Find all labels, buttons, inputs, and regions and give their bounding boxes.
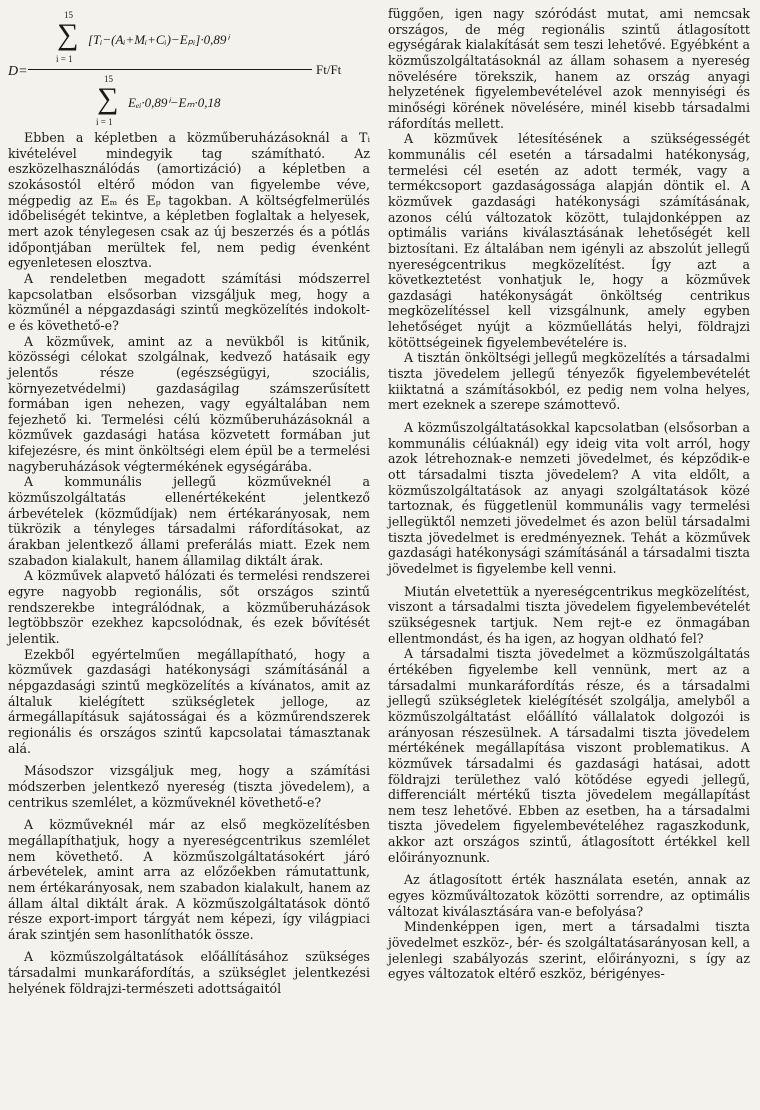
formula-num-lower: i = 1	[56, 54, 73, 64]
paragraph: Az átlagosított érték használata esetén, annak az egyes közműváltozatok közötti sorrendre, az optimális változat kiválasztására van-e befolyása?	[388, 872, 750, 919]
formula-numerator: [Tᵢ−(Aᵢ+Mᵢ+Cᵢ)−Eₚᵢ]·0,89ⁱ	[88, 32, 229, 47]
paragraph: A tisztán önköltségi jellegű megközelítés a társadalmi tiszta jövedelem jellegű tényezők figyelembevételét kiiktatná a számításokból, ez pedig nem volna helyes, mert ezeknek a szerepe számottevő.	[388, 350, 750, 413]
paragraph: Ezekből egyértelműen megállapítható, hogy a közművek gazdasági hatékonysági számításánál a népgazdasági szintű megközelítés a kívánatos, amit az általuk kielégített szükségletek jelloge, az ármegállapításuk sajátosságai és a közműrendszerek regionális és országos szintű kapcsolatai támasztanak alá.	[8, 646, 370, 756]
paragraph: Másodszor vizsgáljuk meg, hogy a számítási módszerben jelentkező nyereség (tiszta jövedelem), a centrikus szemlélet, a közműveknél követhető-e?	[8, 763, 370, 810]
formula-num-sigma: ∑	[57, 18, 79, 51]
formula	[8, 6, 370, 126]
paragraph: függően, igen nagy szóródást mutat, ami nemcsak országos, de még regionális szintű átlagosított egységárak kialakítását sem teszi lehetővé. Egyébként a közműszolgáltatásoknál az állam sohasem a nyereség növelésére törekszik, hanem az ország anyagi helyzetének figyelembevételével azok mennyiségi és minőségi körének növelésére, minél kisebb társadalmi ráfordítás mellett.	[388, 6, 750, 131]
formula-lhs: D=	[8, 64, 28, 79]
formula-num-upper: 15	[64, 10, 73, 20]
formula-den-upper: 15	[104, 74, 113, 84]
right-column-body	[388, 6, 750, 982]
left-column	[8, 6, 370, 1110]
paragraph: A társadalmi tiszta jövedelmet a közműszolgáltatás értékében figyelembe kell vennünk, mert az a társadalmi munkaráfordítás része, és a társadalmi jellegű szükségletek kielégítését szolgálja, amelyből a közműszolgáltatást előállító vállalatok dolgozói is arányosan részesülnek. A társadalmi tiszta jövedelem mértékének megállapítása viszont problematikus. A közművek társadalmi és gazdasági hatásai, adott földrajzi területhez való kötődése egyedi jellegű, differenciált mértékű tiszta jövedelem megállapítást nem tesz lehetővé. Ebben az esetben, ha a társadalmi tiszta jövedelem figyelembevételéhez ragaszkodunk, akkor azt országos szintű, átlagosított értékkel kell előirányoznunk.	[388, 646, 750, 865]
paragraph: Ebben a képletben a közműberuházásoknál a Tᵢ kivételével mindegyik tag számítható. Az eszközelhasználódás (amortizáció) a képletben a szokásostól eltérő módon van figyelembe véve, mégpedig az Eₘ és Eₚ tagokban. A költségfelmerülés időbeliségét tekintve, a képletben foglaltak a helyesek, mert azok ténylegesen csak az új beszerzés és a pótlás időpontjában merültek fel, nem pedig évenként egyenletesen elosztva.	[8, 130, 370, 271]
paragraph: A kommunális jellegű közműveknél a közműszolgáltatás ellenértékeként jelentkező árbevételek (közműdíjak) nem értékarányosak, nem tükrözik a tényleges társadalmi ráfordításokat, az árakban jelentkező állami preferálás miatt. Ezek nem szabadon kialakult, hanem államilag diktált árak.	[8, 474, 370, 568]
formula-fraction-bar	[28, 69, 312, 70]
formula-denominator: Eₑᵢ·0,89ⁱ−Eₘ·0,18	[128, 95, 221, 110]
paragraph: Miután elvetettük a nyereségcentrikus megközelítést, viszont a társadalmi tiszta jövedelem figyelembevételét szükségesnek tartjuk. Nem rejt-e ez önmagában ellentmondást, és ha igen, az hogyan oldható fel?	[388, 583, 750, 646]
paragraph: A közművek létesítésének a szükségességét kommunális cél esetén a társadalmi hatékonyság, termelési cél esetén az adott termék, vagy a termékcsoport gazdaságossága alapján döntik el. A közművek gazdasági hatékonysági számításának, azonos célú változatok között, tulajdonképpen az optimális variáns kiválasztásának lehetőségét kell biztosítani. Ez általában nem igényli az abszolút jellegű nyereségcentrikus megközelítést. Így azt a következtetést vonhatjuk le, hogy a közművek gazdasági hatékonyságát önköltség centrikus megközelítéssel kell vizsgálnunk, amely egyben lehetőséget nyújt a közműellátás helyi, földrajzi kötöttségeinek figyelembevételére is.	[388, 131, 750, 350]
paragraph: A közműszolgáltatások előállításához szükséges társadalmi munkaráfordítás, a szükséglet jelentkezési helyének földrajzi-természeti adottságaitól	[8, 949, 370, 996]
left-column-body	[8, 130, 370, 996]
right-column	[388, 6, 750, 1110]
paragraph: A közműveknél már az első megközelítésben megállapíthatjuk, hogy a nyereségcentrikus szemlélet nem követhető. A közműszolgáltatásokért járó árbevételek, amint arra az előzőekben rámutattunk, nem értékarányosak, nem szabadon kialakult, hanem az állam által diktált árak. A közműszolgáltatások döntő része export-import tárgyát nem képezi, így világpiaci árak szintjén sem hasonlíthatók össze.	[8, 817, 370, 942]
paragraph: A közművek alapvető hálózati és termelési rendszerei egyre nagyobb regionális, sőt országos szintű rendszerekbe integrálódnak, a közműberuházások legtöbbször ezekhez kapcsolódnak, és ezek bővítését jelentik.	[8, 568, 370, 646]
paragraph: A rendeletben megadott számítási módszerrel kapcsolatban elsősorban vizsgáljuk meg, hogy a közműnél a népgazdasági szintű megközelítés indokolt-e és követhető-e?	[8, 270, 370, 333]
paragraph: A közműszolgáltatásokkal kapcsolatban (elsősorban a kommunális célúaknál) egy ideig vita volt arról, hogy azok létrehoznak-e nemzeti jövedelmet, és képződik-e ott társadalmi tiszta jövedelem? A vita eldőlt, a közműszolgáltatások az anyagi szolgáltatások közé tartoznak, és függetlenül kommunális vagy termelési jellegüktől nemzeti jövedelmet és azon belül társadalmi tiszta jövedelmet is eredményeznek. Tehát a közművek gazdasági hatékonysági számításánál a társadalmi tiszta jövedelmet is figyelembe kell venni.	[388, 420, 750, 576]
formula-den-sigma: ∑	[97, 82, 119, 115]
paragraph: Mindenképpen igen, mert a társadalmi tiszta jövedelmet eszköz-, bér- és szolgáltatásarányosan kell, a jelenlegi szabályozás szerint, előirányozni, s így az egyes változatok eltérő eszköz, bérigényes-	[388, 919, 750, 982]
paragraph: A közművek, amint az a nevükből is kitűnik, közösségi célokat szolgálnak, kedvező hatásaik egy jelentős része (egészségügyi, szociális, környezetvédelmi) gazdaságilag számszerűsített formában igen nehezen, vagy egyáltalában nem fejezhető ki. Termelési célú közműberuházásoknál a közművek gazdasági hatása közvetett formában jut kifejezésre, és mint önköltségi elem épül be a termelési nagyberuházások végtermékének egységárába.	[8, 333, 370, 474]
formula-den-lower: i = 1	[96, 117, 113, 127]
formula-unit: Ft/Ft	[316, 62, 342, 77]
